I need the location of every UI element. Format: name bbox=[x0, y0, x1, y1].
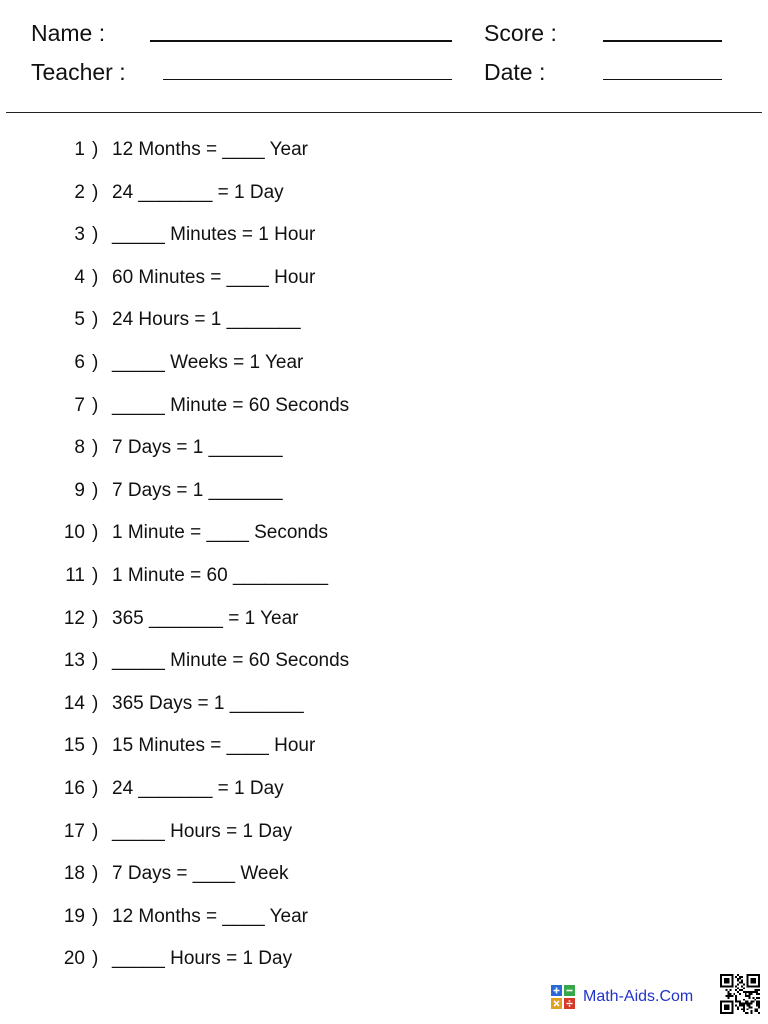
problem-item bbox=[0, 137, 768, 180]
problem-item bbox=[0, 946, 768, 989]
problem-item bbox=[0, 733, 768, 776]
problem-text: _____ Hours = 1 Day bbox=[112, 820, 293, 842]
problem-item bbox=[0, 435, 768, 478]
problem-text: 60 Minutes = ____ Hour bbox=[112, 266, 316, 288]
math-aids-logo-icon bbox=[551, 985, 575, 1009]
problem-number: 3 bbox=[74, 224, 85, 246]
problem-number: 9 bbox=[74, 479, 85, 501]
problem-paren: ) bbox=[92, 905, 99, 927]
problem-paren: ) bbox=[92, 522, 99, 544]
problem-paren: ) bbox=[92, 266, 99, 288]
problem-number: 7 bbox=[74, 394, 85, 416]
problem-text: 7 Days = 1 _______ bbox=[112, 437, 283, 459]
problem-paren: ) bbox=[92, 820, 99, 842]
teacher-label: Teacher : bbox=[31, 59, 126, 85]
problem-number: 20 bbox=[63, 948, 85, 970]
qr-code-icon bbox=[720, 974, 760, 1014]
problem-item bbox=[0, 776, 768, 819]
problem-text: _____ Minutes = 1 Hour bbox=[112, 224, 316, 246]
problem-number: 18 bbox=[63, 863, 85, 885]
problem-item bbox=[0, 265, 768, 308]
problem-number: 6 bbox=[74, 351, 85, 373]
problem-item bbox=[0, 180, 768, 223]
problem-text: 7 Days = ____ Week bbox=[112, 863, 289, 885]
problem-text: 1 Minute = ____ Seconds bbox=[112, 522, 329, 544]
problem-text: _____ Hours = 1 Day bbox=[112, 948, 293, 970]
problem-number: 2 bbox=[74, 181, 85, 203]
problem-item bbox=[0, 393, 768, 436]
problem-number: 17 bbox=[63, 820, 85, 842]
problem-number: 5 bbox=[74, 309, 85, 331]
problem-number: 16 bbox=[63, 777, 85, 799]
problem-paren: ) bbox=[92, 777, 99, 799]
problem-item bbox=[0, 691, 768, 734]
problem-text: 12 Months = ____ Year bbox=[112, 139, 308, 160]
problem-text: _____ Weeks = 1 Year bbox=[112, 351, 304, 373]
problem-item bbox=[0, 307, 768, 350]
problem-text: 365 _______ = 1 Year bbox=[112, 607, 299, 629]
problem-item bbox=[0, 648, 768, 691]
problem-item bbox=[0, 606, 768, 649]
problem-text: _____ Minute = 60 Seconds bbox=[112, 650, 350, 672]
problem-item bbox=[0, 861, 768, 904]
problem-paren: ) bbox=[92, 181, 99, 203]
problem-paren: ) bbox=[92, 437, 99, 459]
math-aids-link[interactable]: Math-Aids.Com bbox=[583, 988, 694, 1005]
problem-number: 8 bbox=[74, 437, 85, 459]
problem-text: 12 Months = ____ Year bbox=[112, 905, 308, 927]
problem-number: 11 bbox=[65, 564, 85, 586]
problem-paren: ) bbox=[92, 224, 99, 246]
problem-item bbox=[0, 819, 768, 862]
problem-number: 13 bbox=[63, 650, 85, 672]
problem-text: 7 Days = 1 _______ bbox=[112, 479, 283, 501]
problem-paren: ) bbox=[92, 692, 99, 714]
name-label: Name : bbox=[31, 20, 106, 46]
problem-text: 365 Days = 1 _______ bbox=[112, 692, 304, 714]
problem-paren: ) bbox=[92, 948, 99, 970]
problem-item bbox=[0, 478, 768, 521]
problem-paren: ) bbox=[92, 394, 99, 416]
name-field[interactable] bbox=[150, 40, 452, 42]
problem-text: 24 Hours = 1 _______ bbox=[112, 309, 301, 331]
problem-paren: ) bbox=[92, 650, 99, 672]
problem-paren: ) bbox=[92, 139, 99, 160]
problem-item bbox=[0, 350, 768, 393]
problem-item bbox=[0, 222, 768, 265]
problem-text: 15 Minutes = ____ Hour bbox=[112, 735, 316, 757]
score-field[interactable] bbox=[603, 40, 722, 42]
date-label: Date : bbox=[484, 59, 546, 85]
problem-number: 10 bbox=[63, 522, 85, 544]
problem-number: 15 bbox=[63, 735, 85, 757]
problem-number: 14 bbox=[63, 692, 85, 714]
problem-text: 24 _______ = 1 Day bbox=[112, 777, 284, 799]
problem-paren: ) bbox=[92, 735, 99, 757]
problem-paren: ) bbox=[92, 351, 99, 373]
problem-paren: ) bbox=[92, 564, 99, 586]
problem-list bbox=[0, 137, 768, 989]
problem-text: 1 Minute = 60 _________ bbox=[112, 564, 329, 586]
problem-paren: ) bbox=[92, 607, 99, 629]
score-label: Score : bbox=[484, 20, 557, 46]
problem-paren: ) bbox=[92, 309, 99, 331]
date-field[interactable] bbox=[603, 79, 722, 80]
problem-text: _____ Minute = 60 Seconds bbox=[112, 394, 350, 416]
problem-item bbox=[0, 520, 768, 563]
problem-item bbox=[0, 563, 768, 606]
problem-number: 19 bbox=[63, 905, 85, 927]
problem-paren: ) bbox=[92, 479, 99, 501]
header-divider bbox=[6, 112, 762, 113]
problem-text: 24 _______ = 1 Day bbox=[112, 181, 284, 203]
problem-item bbox=[0, 904, 768, 947]
problem-number: 1 bbox=[74, 139, 85, 160]
teacher-field[interactable] bbox=[163, 79, 452, 80]
problem-number: 4 bbox=[74, 266, 85, 288]
problem-number: 12 bbox=[63, 607, 85, 629]
problem-paren: ) bbox=[92, 863, 99, 885]
